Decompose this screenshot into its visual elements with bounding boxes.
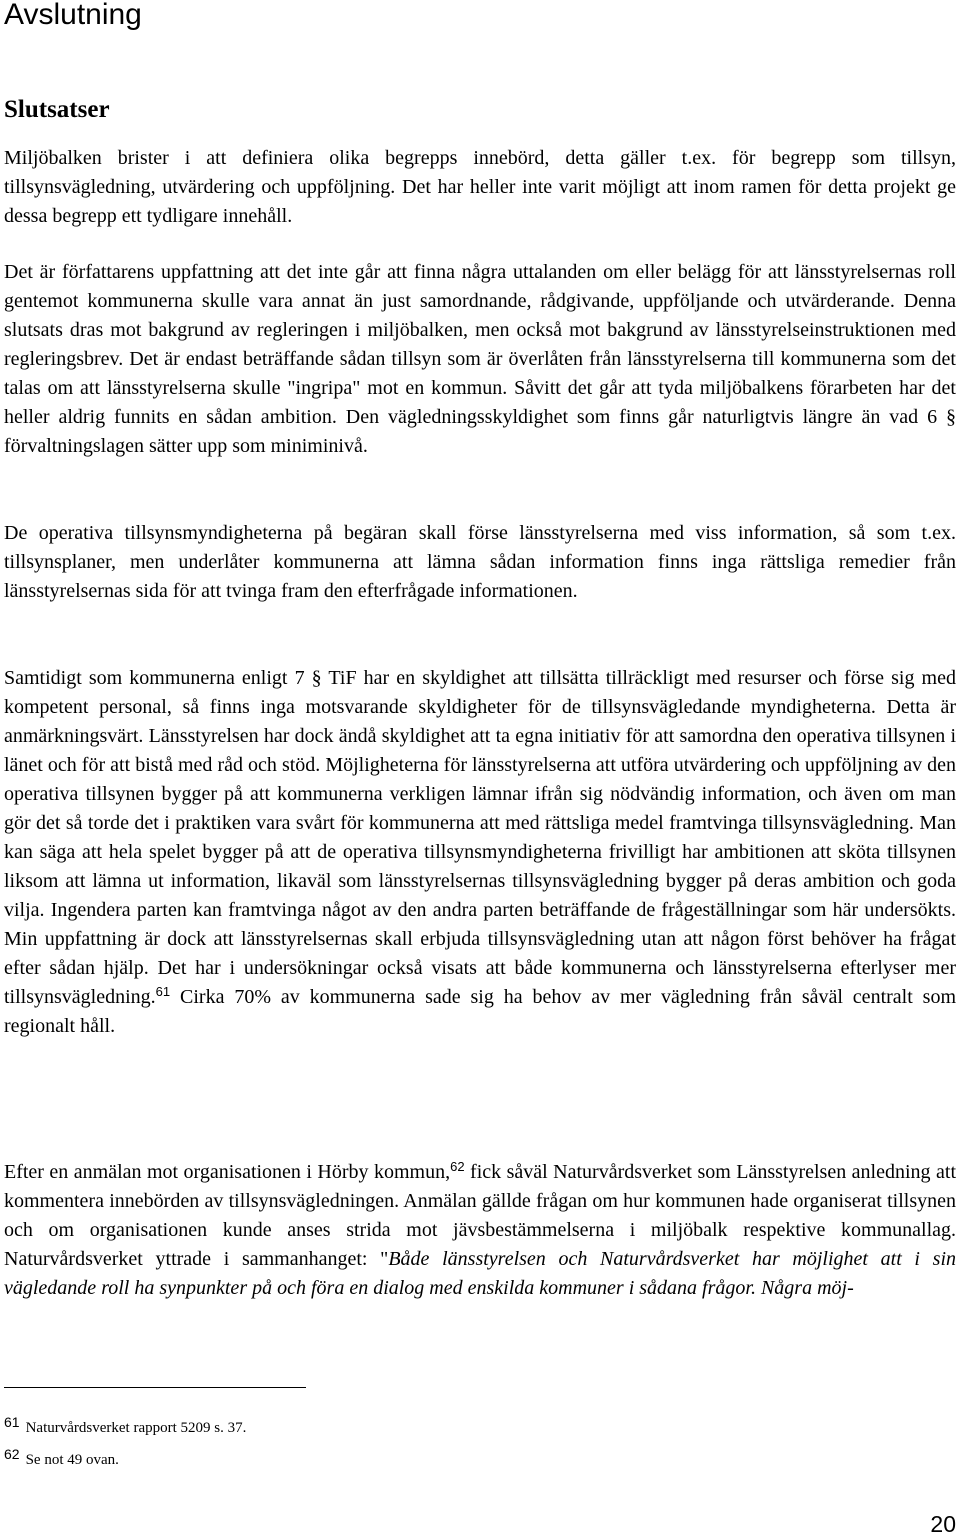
footnote-separator — [4, 1387, 306, 1388]
section-heading: Slutsatser — [4, 96, 110, 123]
paragraph-text: Efter en anmälan mot organisationen i Hörby kommun, — [4, 1161, 451, 1183]
paragraph — [4, 1158, 956, 1303]
paragraph: Det är författarens uppfattning att det inte går att finna några uttalanden om eller belägg för att länsstyrelsernas roll gentemot kommunerna skulle vara annat än just samordnande, rådgivande, uppföljande och utvärderande. Denna slutsats dras mot bakgrund av regleringen i miljöbalken, men också mot bakgrund av länsstyrelseinstruktionen med regleringsbrev. Det är endast beträffande sådan tillsyn som är överlåten från länsstyrelserna till kommunerna som det talas om att länsstyrelserna skulle "ingripa" mot en kommun. Såvitt det går att tyda miljöbalkens förarbeten har det heller aldrig funnits en sådan ambition. Den vägledningsskyldighet som finns går naturligtvis längre än vad 6 § förvaltningslagen sätter upp som miniminivå. — [4, 261, 956, 457]
footnote-text: Se not 49 ovan. — [25, 1452, 119, 1468]
paragraph — [4, 664, 956, 1041]
footnote — [4, 1444, 119, 1470]
paragraph: Miljöbalken brister i att definiera olika begrepps innebörd, detta gäller t.ex. för begrepp som tillsyn, tillsynsvägledning, utvärdering och uppföljning. Det har heller inte varit möjligt att inom ramen för detta projekt ge dessa begrepp ett tydligare innehåll. — [4, 147, 956, 227]
footnote-number: 62 — [4, 1446, 20, 1462]
footnote-number: 61 — [4, 1414, 20, 1430]
paragraph-text: fick såväl Naturvårdsverket som Länsstyrelsen anledning att kommentera innebörden av tillsynsvägledningen. Anmälan gällde frågan om hur kommunen hade organiserat tillsynen och om organisationen kunde anses strida mot jävsbestämmelserna i miljöbalk respektive kommunallag. Naturvårdsverket yttrade i sammanhanget: " — [4, 1161, 956, 1270]
footnote-reference: 61 — [155, 984, 171, 999]
chapter-title: Avslutning — [4, 0, 142, 31]
footnote — [4, 1412, 246, 1438]
footnote-reference: 62 — [450, 1159, 465, 1174]
paragraph-text: Cirka 70% av kommunerna sade sig ha behov av mer vägledning från såväl centralt som regionalt håll. — [4, 986, 956, 1037]
paragraph: De operativa tillsynsmyndigheterna på begäran skall förse länsstyrelserna med viss information, så som t.ex. tillsynsplaner, men underlåter kommunerna att lämna sådan information finns inga rättsliga remedier från länsstyrelsernas sida för att tvinga fram den efterfrågade informationen. — [4, 522, 956, 602]
quotation-text: Både länsstyrelsen och Naturvårdsverket har möjlighet att i sin vägledande roll ha synpunkter på och föra en dialog med enskilda kommuner i sådana frågor. Några möj- — [4, 1248, 957, 1299]
footnote-text: Naturvårdsverket rapport 5209 s. 37. — [25, 1420, 247, 1436]
paragraph-text: Samtidigt som kommunerna enligt 7 § TiF har en skyldighet att tillsätta tillräckligt med resurser och förse sig med kompetent personal, så finns inga motsvarande skyldigheter för de tillsynsvägledande myndigheterna. Detta är anmärkningsvärt. Länsstyrelsen har dock ändå skyldighet att ta egna initiativ för att samordna den operativa tillsynen i länet och för att bistå med råd och stöd. Möjligheterna för länsstyrelserna att utföra utvärdering och uppföljning av den operativa tillsynen bygger på att kommunerna verkligen lämnar ifrån sig nödvändig information, och även om man gör det så torde det i praktiken vara svårt för kommunerna att med rättsliga medel framtvinga tillsynsvägledning. Man kan säga att hela spelet bygger på att de operativa tillsynsmyndigheterna frivilligt har ambitionen att sköta tillsynen liksom att lämna ut information, likaväl som länsstyrelsernas tillsynsvägledning bygger på deras ambition och goda vilja. Ingendera parten kan framtvinga något av den andra parten beträffande de frågeställningar som här undersökts. Min uppfattning är dock att länsstyrelsernas skall erbjuda tillsynsvägledning utan att någon först behöver ha frågat efter sådan hjälp. Det har i undersökningar också visats att både kommunerna och länsstyrelserna efterlyser mer tillsynsvägledning. — [4, 667, 956, 1008]
page-number: 20 — [930, 1511, 956, 1537]
